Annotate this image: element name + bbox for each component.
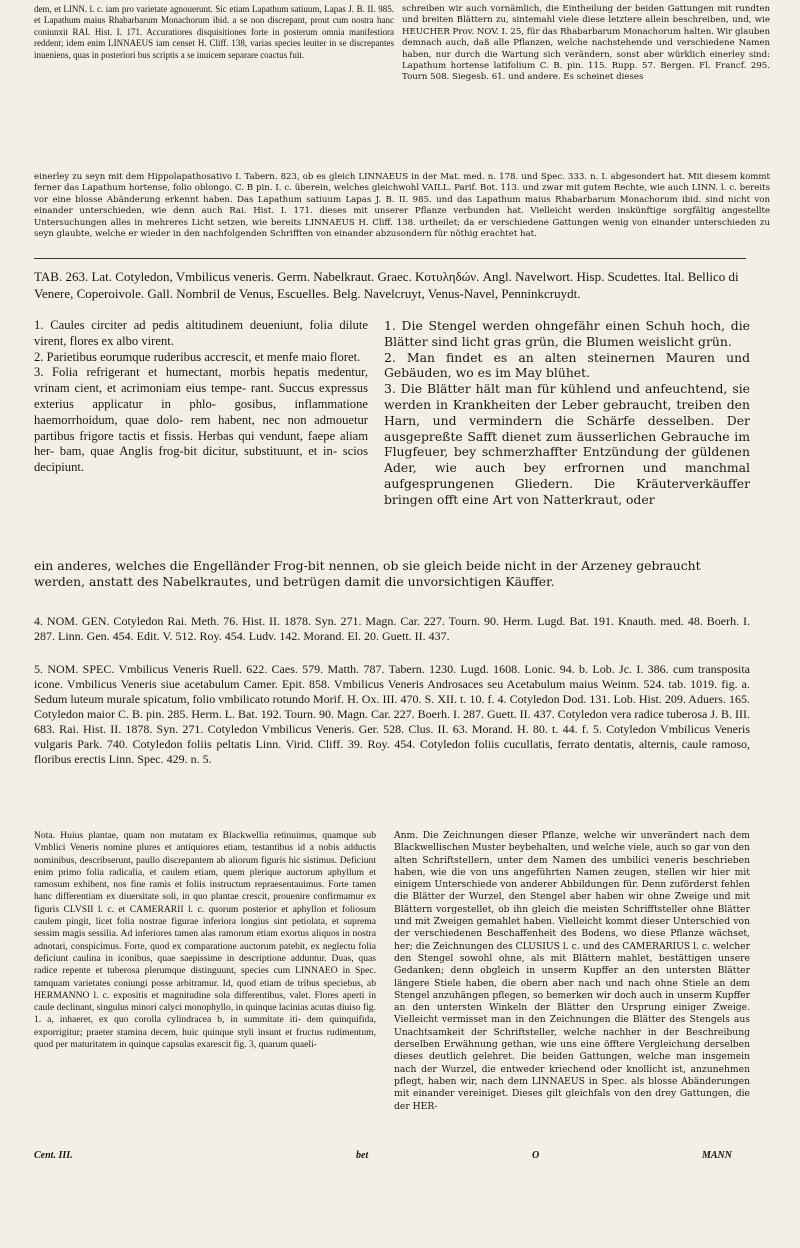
latin-paragraph-2: 2. Parietibus eorumque ruderibus accrescit, et menfe maio floret. bbox=[34, 349, 361, 364]
german-note: Anm. Die Zeichnungen dieser Pflanze, welche wir unverändert nach dem Blackwellischen Muster beybehalten, und welche viele, auch so gar von den alten Schriftstellern, unter dem Namen des umbilici veneris beschrieben haben, wie die von uns angeführten Namen zeugen, stellen wir hier mit einigem Unterschiede von anderer Abbildungen für. Denn zuförderst fehlen die Blätter der Wurzel, den Stengel aber haben wir ohne Zweige und mit Blättern vorgestellet, ob ihn gleich die meisten Schrifftsteller ohne Blätter und mit Zweigen gemahlet haben. Vielleicht kommt dieser Unterschied von der verschiedenen Beschaffenheit des Bodens, wo diese Pflanze wächset, her; die Zeichnungen des CLUSIUS l. c. und des CAMERARIUS l. c. welcher den Stengel sowohl ohne, als mit Blättern mahlet, bestättigen unsere Gedanken; denn obgleich in unserm Kupffer an den untersten Blätter längere Stiele haben, die obern aber nach und nach ohne Stiele an dem Stengel anzuhängen pflegen, so bemerken wir doch auch in unserm Kupffer an den untersten Winkeln der Blätter den Ursprung einiger Zweige. Vielleicht vermisset man in den Zeichnungen die Blätter des Stengels aus Unachtsamkeit der Schriftsteller, welche nachher in der Beschreibung derselben Erwähnung gethan, wie uns eine öfftere Vergleichung derselben dieses deutlich gelehret. Die beiden Gattungen, welche man insgemein nach der Wurzel, die entweder kriechend oder knollicht ist, anzunehmen pflegt, haben wir, nach dem LINNAEUS in Spec. als blosse Abänderungen mit einander vereiniget. Dieses gilt gleichfals von den drey Gattungen, die der HER- bbox=[394, 830, 750, 1112]
latin-paragraph-1: 1. Caules circiter ad pedis altitudinem deueniunt, folia dilute virent, flores ex albo virent. bbox=[34, 318, 368, 348]
catchword-left: bet bbox=[356, 1150, 369, 1161]
header-block bbox=[34, 0, 780, 258]
german-full-width-sentence: ein anderes, welches die Engelländer Frog-bit nennen, ob sie gleich beide nicht in der Arzeney gebraucht werden, anstatt des Nabelkrautes, und betrügen damit die unvorsichtigen Käuffer. bbox=[34, 558, 701, 589]
header-german-full-width: einerley zu seyn mit dem Hippolapathosativo I. Tabern. 823, ob es gleich LINNAEUS in der Mat. med. n. 178. und Spec. 333. n. I. abgesondert hat. Mit diesem kommt ferner das Lapathum hortense, folio oblongo. C. B pin. I. c. überein, welches gleichwohl VAILL. Parif. Bot. 113. und zwar mit gutem Rechte, wie auch LINN. l. c. bereits vor eine blosse Abänderung erkennt haben. Das Lapathum satiuum Lapas J. B. II. 985. und das Lapathum maius Rhabarbarum Monachorum ibid. sind nicht von einander unterschieden, wie denn auch Rai. Hist. I. 171. dieses mit unserer Pflanze verbunden hat. Vielleicht werden inskünftige sorgfältig angestellte Untersuchungen alles in mehreres Licht setzen, wie bereits LINNAEUS H. Cliff. 138. urtheilet; da er verschiedene Gattungen wenig von einander unterschieden zu seyn glaubte, welche er wieder in den nachfolgenden Schrifften von einander abzusondern für nöthig erachtet hat. bbox=[34, 172, 770, 240]
german-paragraph-3: 3. Die Blätter hält man für kühlend und anfeuchtend, sie werden in Krankheiten der Leber gebraucht, treiben den Harn, und vermindern die Schärfe desselben. Der ausgepreßte Safft dienet zum äusserlichen Gebrauche im Flugfeuer, bey schmerzhaffter Entzündung der güldenen Ader, wie auch bey erfrornen und manchmal aufgesprungenen Gliedern. Die Kräuterverkäuffer bringen offt eine Art von Natterkraut, oder bbox=[384, 381, 750, 507]
section-divider bbox=[34, 258, 746, 259]
catchword-right: MANN bbox=[702, 1150, 733, 1161]
german-column bbox=[384, 318, 750, 508]
german-paragraph-2: 2. Man findet es an alten steinernen Mauren und Gebäuden, wo es im May blühet. bbox=[384, 349, 750, 381]
gathering-mark: O bbox=[532, 1150, 540, 1161]
header-latin-continuation: dem, et LINN. l. c. iam pro varietate agnouerunt. Sic etiam Lapathum satiuum, Lapas J. B. II. 985. et Lapathum maius Rhabarbarum Monachorum ibid. a se non discrepant, prout cum nostra hanc coniunxit RAI. Hist. I. 171. Accuratiores disquisitiones forte in posterum omnia manifestiora reddent; idem enim LINNAEUS iam censet H. Cliff. 138, varias species leuiter in se discrepantes inueniens, quas in posteriori bus scriptis a se inuicem separare coactus fuit. bbox=[34, 4, 394, 60]
nomen-specificum: 5. NOM. SPEC. Vmbilicus Veneris Ruell. 622. Caes. 579. Matth. 787. Tabern. 1230. Lugd. 1608. Lonic. 94. b. Lob. Jc. I. 386. cum transposita icone. Vmbilicus Veneris siue acetabulum Camer. Epit. 858. Vmbilicus Veneris Androsaces seu Acetabulum maius Weinm. 524. tab. 1019. fig. a. Sedum luteum murale spicatum, folio vmbilicato rotundo Morif. H. Ox. III. 470. S. XII. t. 10. f. 4. Cotyledon Dod. 131. Lob. Hist. 209. Aduers. 165. Cotyledon maior C. B. pin. 285. Herm. L. Bat. 192. Tourn. 90. Magn. Car. 227. Boerh. I. 287. Guett. II. 437. Cotyledon vera radice tuberosa J. B. III. 683. Rai. Hist. II. 1878. Syn. 271. Cotyledon Vmbilicus Veneris. Ger. 528. Clus. II. 63. Morand. H. 80. t. 44. f. 5. Cotyledon Vmbilicus Veneris vulgaris Park. 740. Cotyledon foliis peltatis Linn. Virid. Cliff. 39. Roy. 454. Cotyledon foliis cucullatis, ferrato dentatis, alternis, caule ramoso, floribus erectis Linn. Spec. 429. n. 5. bbox=[34, 662, 750, 766]
latin-column bbox=[34, 318, 368, 476]
tab-title-line: TAB. 263. Lat. Cotyledon, Vmbilicus veneris. Germ. Nabelkraut. Graec. Κοτυληδών. Angl. Navelwort. Hisp. Scudettes. Ital. Bellico di Venere, Coperoivole. Gall. Nombril de Venus, Escuelles. Belg. Navelcruyt, Venus-Navel, Penninkcruydt. bbox=[34, 269, 739, 301]
latin-note: Nota. Huius plantae, quam non mutatam ex Blackwellia retinuimus, quamque sub Vmblici Veneris nomine plures et antiquiores etiam, testantibus id a nobis adductis nominibus, describserunt, paullo discrepantem ab aliorum figuris hic sistimus. Deficiunt enim primo folia radicalia, et caulem etiam, quem plerique auctorum aphyllum et ramosum exhibent, nos fine ramis et foliis instructum repraesentauimus. Forte tamen hanc differentiam ex diuersitate soli, in quo plantae crescit, prouenire confirmamur ex figuris CLVSII l. c. et CAMERARII l. c. quorum posterior et aphyllon et foliosum caulem pingit, licet folia nostrae figurae inferiora longius sint petiolata, et suprema sessim magis sessilia. Ad inferiores tamen alas ramorum etiam exortus aliquos in nostra adnotari, conspicimus. Forte, quod ex comparatione auctorum patebit, ex neglectu folia deficiunt caulina in iconibus, quae saepissime in descriptione adduntur. Duas, quas radice repente et tuberosa plerumque distinguunt, species cum LINNAEO in Spec. tamquam varietates coniungi posse arbitramur. Id, quod etiam de tribus speciebus, ab HERMANNO l. c. expositis et magnitudine sola differentibus, valet. Flores aperti in caule declinant, singulus minori calyci monophyllo, in quinque lacinias acutas diuiso fig. 1. a, inhaeret, ex quo corolla cylindracea b, in summitate iti- dem quinquifida, exporrigitur; praeter stamina decem, huic quinque styli insunt et fructus rudimentum, quod per maturitatem in quinque capsulas exarescit fig. 3, quarum quaeli- bbox=[34, 830, 376, 1051]
nomen-genericum: 4. NOM. GEN. Cotyledon Rai. Meth. 76. Hist. II. 1878. Syn. 271. Magn. Car. 227. Tourn. 90. Herm. Lugd. Bat. 191. Knauth. med. 48. Boerh. I. 287. Linn. Gen. 454. Edit. V. 512. Roy. 454. Ludv. 142. Morand. El. 20. Guett. II. 437. bbox=[34, 614, 750, 643]
signature-mark: Cent. III. bbox=[34, 1150, 73, 1161]
german-paragraph-1: 1. Die Stengel werden ohngefähr einen Schuh hoch, die Blätter sind licht gras grün, die Blumen weislicht grün. bbox=[384, 318, 750, 349]
latin-paragraph-3: 3. Folia refrigerant et humectant, morbis hepatis medentur, vrinam cient, et acrimoniam eius tempe- rant. Succus expressus exterius applicatur in phlo- gosibus, inflammatione haemorrhoidum, quae dolo- rem habent, nec non admouetur partibus frigore tactis et fissis. Herbas qui vendunt, faepe aliam her- bam, quae Anglis frog-bit dicitur, substituunt, et in- scios decipiunt. bbox=[34, 365, 368, 475]
header-german-continuation: schreiben wir auch vornämlich, die Eintheilung der beiden Gattungen mit rundten und breiten Blättern zu, sintemahl viele diese letztere allein beschreiben, und, wie HEUCHER Prov. NOV. I. 25, für das Rhabarbarum Monachorum halten. Wir glauben demnach auch, daß alle Pflanzen, welche nachstehende und verschiedene Namen haben, nur durch die Wartung sich verändern, sonst aber würklich einerley sind: Lapathum hortense latifolium C. B. pin. 115. Rupp. 57. Bergen. Fl. Francf. 295. Tourn 508. Siegesb. 61. und andere. Es scheinet dieses bbox=[402, 4, 771, 83]
